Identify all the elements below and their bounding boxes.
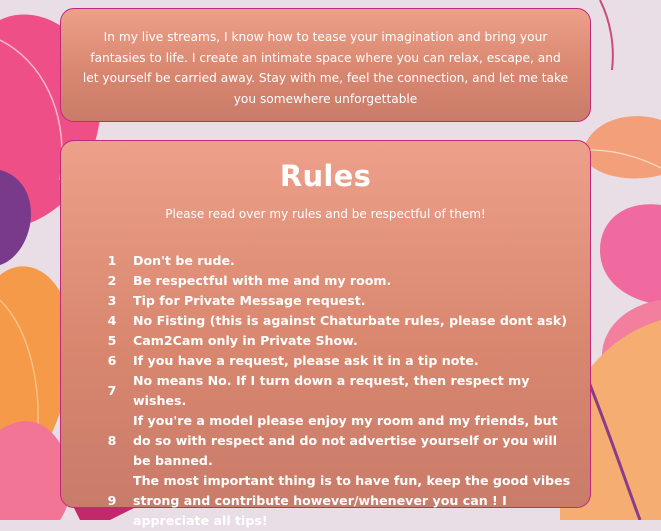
rule-row <box>61 311 592 331</box>
rule-text: If you have a request, please ask it in a tip note. <box>133 353 479 368</box>
intro-card <box>60 8 591 122</box>
rule-text: Cam2Cam only in Private Show. <box>133 333 358 348</box>
rule-text: If you're a model please enjoy my room and my friends, but do so with respect and do not advertise yourself or you will be banned. <box>133 413 558 468</box>
rule-text: No means No. If I turn down a request, then respect my wishes. <box>133 373 530 408</box>
rule-row <box>61 251 592 271</box>
rule-number: 6 <box>107 353 117 368</box>
rules-card <box>60 140 591 528</box>
rules-list <box>61 251 592 531</box>
rule-number: 8 <box>107 433 117 448</box>
rules-subtitle: Please read over my rules and be respectful of them! <box>165 207 486 221</box>
rule-number: 4 <box>107 313 117 328</box>
rule-row <box>61 351 592 371</box>
rule-text: Be respectful with me and my room. <box>133 273 392 288</box>
rule-number: 3 <box>107 293 117 308</box>
rule-row <box>61 411 592 471</box>
rule-text: Tip for Private Message request. <box>133 293 366 308</box>
intro-text: In my live streams, I know how to tease your imagination and bring your fantasies to life. I create an intimate space where you can relax, escape, and let yourself be carried away. Stay with me, feel the connection, and let me take you somewhere unforgettable <box>82 30 569 106</box>
rule-number: 5 <box>107 333 117 348</box>
rule-number: 2 <box>107 273 117 288</box>
rule-row <box>61 371 592 411</box>
rule-text: Don't be rude. <box>133 253 235 268</box>
rule-row <box>61 331 592 351</box>
rule-row <box>61 291 592 311</box>
rule-text: No Fisting (this is against Chaturbate rules, please dont ask) <box>133 313 568 328</box>
rule-text: The most important thing is to have fun, keep the good vibes strong and contribute however/whenever you can ! I appreciate all tips! <box>133 473 571 528</box>
rules-title: Rules <box>279 159 372 193</box>
rule-number: 7 <box>107 383 117 398</box>
rule-number: 9 <box>107 493 117 508</box>
rule-number: 1 <box>107 253 117 268</box>
rule-row <box>61 271 592 291</box>
rule-row <box>61 471 592 531</box>
